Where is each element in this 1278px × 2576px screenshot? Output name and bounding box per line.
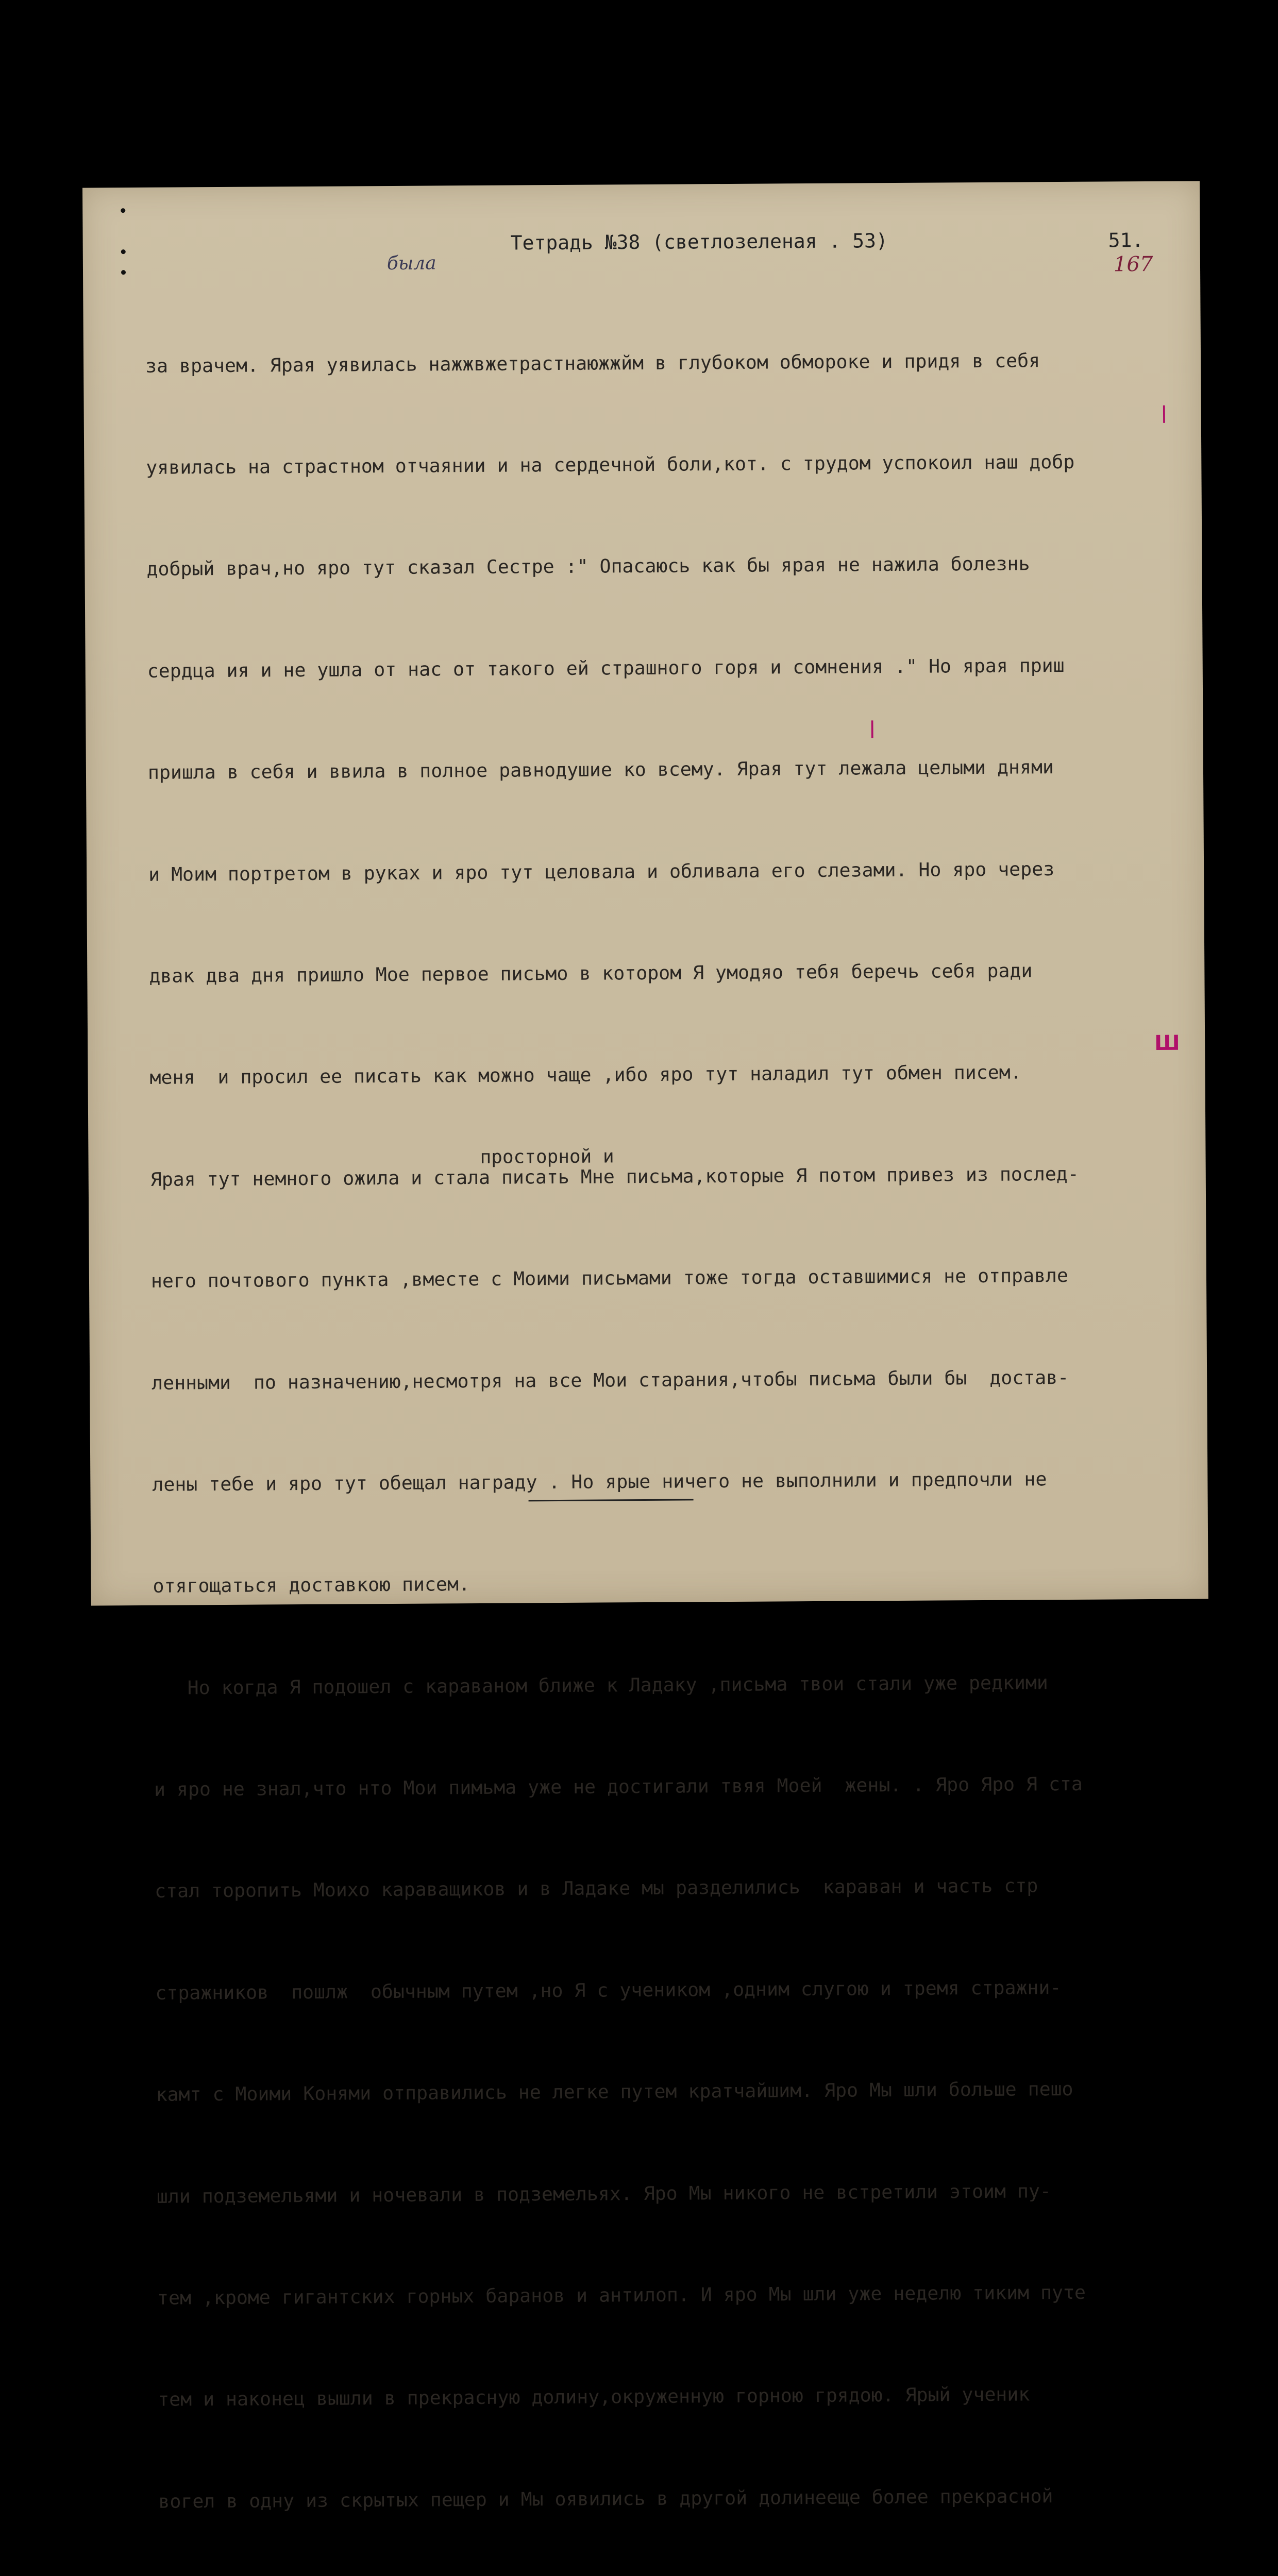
text-line: и яро не знал,что нто Мои пимьма уже не достигали твяя Моей жены. . Яро Яро Я ста bbox=[154, 1772, 1083, 1801]
text-line: пришла в себя и ввила в полное равнодушие ко всему. Ярая тут лежала целыми днями bbox=[147, 756, 1054, 784]
text-line: лены тебе и яро тут обещал награду . Но ярые ничего не выполнили и предпочли не bbox=[152, 1468, 1047, 1496]
text-line: него почтового пункта ,вместе с Моими письмами тоже тогда оставшимися не отправле bbox=[150, 1264, 1069, 1292]
handwritten-page-number: 167 bbox=[1113, 252, 1153, 277]
text-line: за врачем. Ярая уявилась нажжвжетрастнаюжжйм в глубоком обмороке и придя в себя bbox=[145, 349, 1040, 377]
punch-hole-mark bbox=[121, 208, 125, 213]
typed-insertion: просторной и bbox=[480, 1146, 614, 1168]
text-line: вогел в одну из скрытых пещер и Мы оявились в другой долинееще более прекрасной bbox=[158, 2484, 1053, 2513]
punch-hole-mark bbox=[121, 249, 126, 254]
text-line: уявилась на страстном отчаянии и на сердечной боли,кот. с трудом успокоил наш добр bbox=[146, 450, 1075, 479]
proofreading-mark: | bbox=[869, 718, 876, 739]
text-line: ленными по назначению,несмотря на все Мои старания,чтобы письма были бы достав- bbox=[152, 1366, 1069, 1394]
page-number: 51. bbox=[1108, 229, 1144, 252]
text-line: добрый врач,но яро тут сказал Сестре :" Опасаюсь как бы ярая не нажила болезнь bbox=[146, 552, 1030, 581]
notebook-title: Тетрадь №38 (светлозеленая . 53) bbox=[510, 229, 888, 255]
text-line: отягощаться доставкою писем. bbox=[153, 1573, 470, 1598]
proofreading-mark: Ш bbox=[1154, 1031, 1180, 1055]
handwritten-correction: была bbox=[386, 252, 436, 275]
document-page bbox=[82, 181, 1208, 2513]
typed-body-text bbox=[145, 275, 1203, 2576]
text-line: шли подземельями и ночевали в подземельях. Яро Мы никого не встретили этоим пу- bbox=[156, 2179, 1051, 2208]
text-line: двак два дня пришло Мое первое письмо в котором Я умодяо тебя беречь себя ради bbox=[149, 959, 1033, 987]
text-line: меня и просил ее писать как можно чаще ,ибо яро тут наладил тут обмен писем. bbox=[149, 1061, 1022, 1089]
page-header bbox=[83, 227, 1200, 255]
text-line: стражников пошлж обычным путем ,но Я с учеником ,одним слугою и тремя стражни- bbox=[155, 1976, 1062, 2004]
punch-hole-mark bbox=[121, 270, 126, 275]
text-line: тем и наконец вышли в прекрасную долину,окруженную горною грядою. Ярый ученик bbox=[158, 2383, 1030, 2411]
text-line: Но когда Я подошел с караваном ближе к Ладаку ,письма твои стали уже редкими bbox=[153, 1671, 1048, 1699]
text-line: и Моим портретом в руках и яро тут целовала и обливала его слезами. Но яро через bbox=[148, 857, 1055, 886]
text-line: камт с Моими Конями отправились не легке путем кратчайшим. Яро Мы шли больше пешо bbox=[156, 2078, 1073, 2106]
text-line: стал торопить Моихо караващиков и в Ладаке мы разделились караван и часть стр bbox=[155, 1874, 1038, 1903]
text-line: Ярая тут немного ожила и стала писать Мне письма,которые Я потом привез из послед- bbox=[150, 1162, 1079, 1191]
text-line: сердца ия и не ушла от нас от такого ей страшного горя и сомнения ." Но ярая приш bbox=[147, 654, 1065, 682]
text-line: тем ,кроме гигантских горных баранов и антилоп. И яро Мы шли уже неделю тиким пуτе bbox=[157, 2281, 1086, 2309]
proofreading-mark: | bbox=[1161, 402, 1168, 423]
